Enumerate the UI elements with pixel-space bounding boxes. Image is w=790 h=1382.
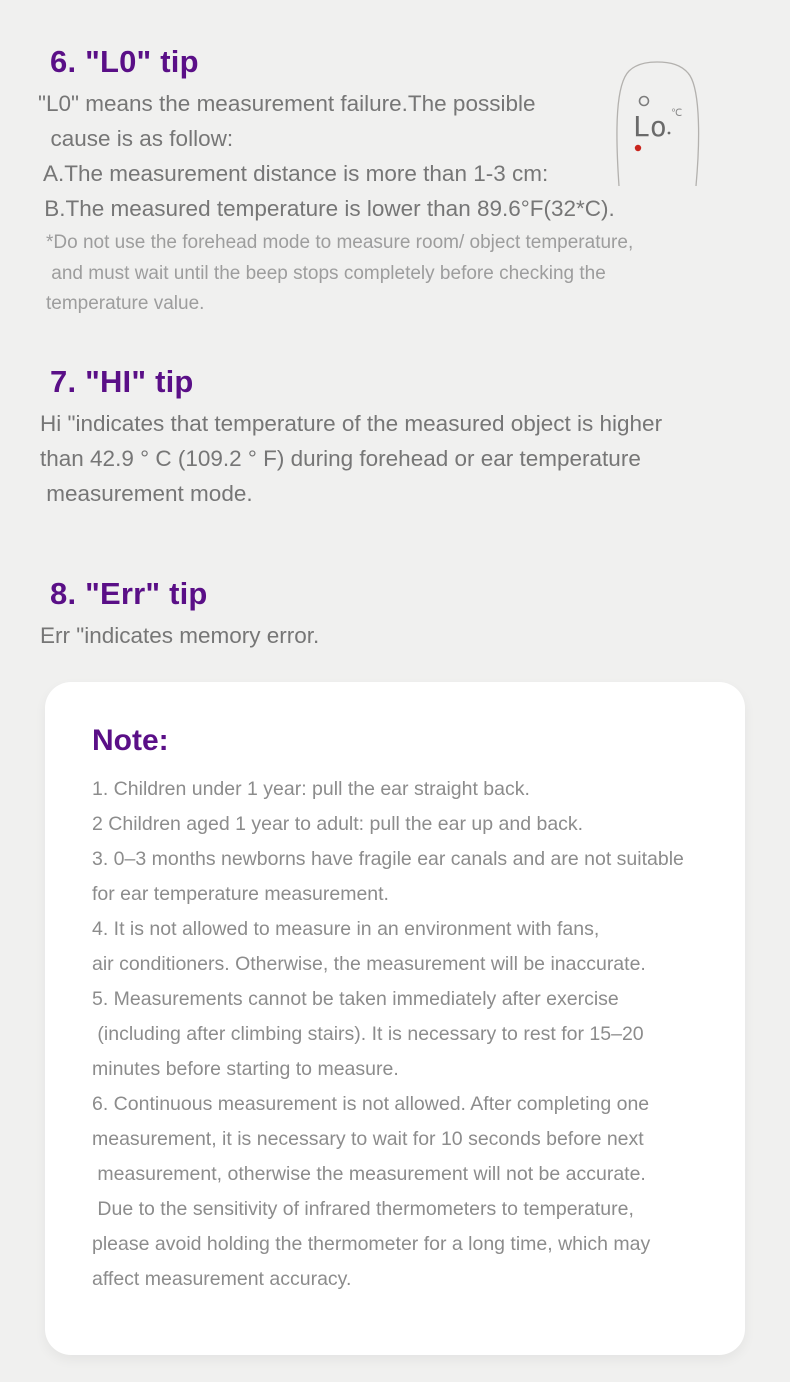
body-line: B.The measured temperature is lower than 89.6°F(32*C). bbox=[38, 196, 615, 221]
hi-tip-body bbox=[40, 406, 662, 511]
note-line: Due to the sensitivity of infrared thermometers to temperature, bbox=[92, 1198, 634, 1220]
lcd-display-text: Lo bbox=[633, 110, 667, 143]
body-line: Hi "indicates that temperature of the measured object is higher bbox=[40, 411, 663, 436]
note-list bbox=[92, 772, 684, 1297]
note-line: for ear temperature measurement. bbox=[92, 883, 389, 905]
lo-tip-body bbox=[38, 86, 615, 226]
section-heading-hi-tip: 7. "HI" tip bbox=[50, 364, 194, 399]
note-line: affect measurement accuracy. bbox=[92, 1268, 352, 1290]
footnote-line: temperature value. bbox=[46, 293, 205, 314]
note-line: 4. It is not allowed to measure in an environment with fans, bbox=[92, 918, 600, 940]
err-tip-body bbox=[40, 618, 319, 653]
note-line: 6. Continuous measurement is not allowed. After completing one bbox=[92, 1093, 650, 1115]
degree-circle-icon bbox=[640, 97, 649, 106]
note-line: 2 Children aged 1 year to adult: pull the ear up and back. bbox=[92, 813, 584, 835]
body-line: measurement mode. bbox=[40, 481, 253, 506]
footnote-line: *Do not use the forehead mode to measure room/ object temperature, bbox=[46, 232, 634, 253]
body-line: "L0" means the measurement failure.The possible bbox=[38, 91, 536, 116]
section-heading-lo-tip: 6. "L0" tip bbox=[50, 44, 199, 79]
body-line: cause is as follow: bbox=[38, 126, 234, 151]
note-card bbox=[45, 682, 745, 1355]
note-line: minutes before starting to measure. bbox=[92, 1058, 399, 1080]
body-line: Err "indicates memory error. bbox=[40, 623, 320, 648]
celsius-unit-label: ℃ bbox=[671, 108, 683, 119]
lcd-decimal-dot bbox=[668, 132, 671, 135]
power-indicator-dot bbox=[635, 145, 641, 151]
note-line: (including after climbing stairs). It is necessary to rest for 15–20 bbox=[92, 1023, 644, 1045]
thermometer-display-illustration bbox=[608, 56, 710, 192]
lo-tip-footnote bbox=[46, 228, 633, 320]
body-line: A.The measurement distance is more than 1-3 cm: bbox=[38, 161, 549, 186]
footnote-line: and must wait until the beep stops completely before checking the bbox=[46, 262, 606, 284]
note-line: air conditioners. Otherwise, the measurement will be inaccurate. bbox=[92, 953, 646, 975]
note-line: 3. 0–3 months newborns have fragile ear canals and are not suitable bbox=[92, 848, 684, 870]
note-line: measurement, it is necessary to wait for 10 seconds before next bbox=[92, 1128, 644, 1150]
body-line: than 42.9 ° C (109.2 ° F) during forehead or ear temperature bbox=[40, 446, 641, 471]
note-line: measurement, otherwise the measurement will not be accurate. bbox=[92, 1163, 646, 1185]
note-line: please avoid holding the thermometer for a long time, which may bbox=[92, 1233, 651, 1255]
note-line: 1. Children under 1 year: pull the ear straight back. bbox=[92, 778, 530, 800]
section-heading-err-tip: 8. "Err" tip bbox=[50, 576, 208, 611]
note-line: 5. Measurements cannot be taken immediately after exercise bbox=[92, 988, 619, 1010]
note-heading: Note: bbox=[92, 724, 169, 757]
